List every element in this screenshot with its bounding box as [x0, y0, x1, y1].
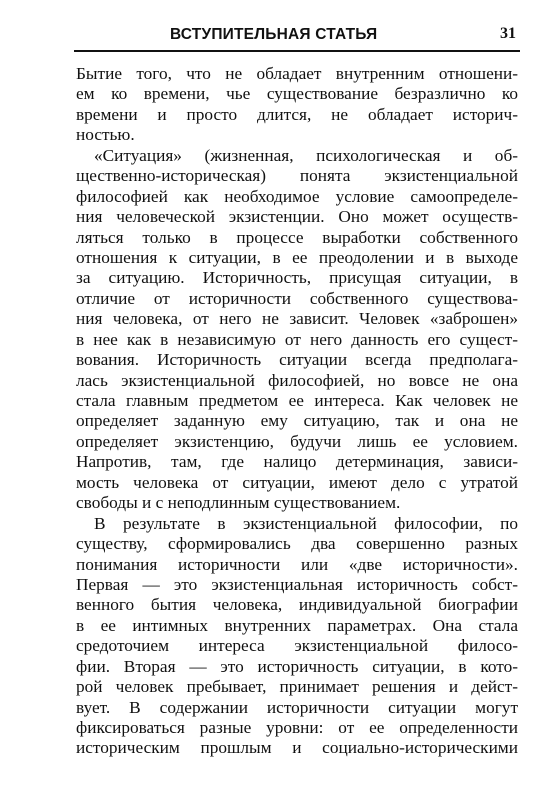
- text-line: времени и просто длится, не обладает историч-: [76, 104, 518, 124]
- text-line: фиксироваться разные уровни: от ее определенности: [76, 718, 518, 737]
- body-text: [76, 64, 518, 759]
- text-line: Первая — это экзистенциальная историчность собст-: [76, 574, 518, 594]
- text-line: ем ко времени, чье существование безразлично ко: [76, 84, 518, 104]
- text-line: щественно-историческая) понята экзистенциальной: [76, 166, 518, 186]
- text-line: рой человек пребывает, принимает решения и дейст-: [76, 677, 518, 697]
- text-line: ния человека, от него не зависит. Человек «заброшен»: [76, 309, 518, 329]
- text-line: свободы и с неподлинным существованием.: [76, 493, 401, 513]
- text-line: отличие от историчности собственного существова-: [76, 288, 518, 308]
- page-header: [76, 26, 516, 48]
- text-line: венного бытия человека, индивидуальной биографии: [76, 595, 518, 615]
- text-line: вует. В содержании историчности ситуации могут: [76, 697, 518, 717]
- text-line: стала главным предметом ее интереса. Как человек не: [76, 391, 518, 410]
- header-rule: [74, 50, 520, 52]
- text-line: ния человеческой экзистенции. Оно может осуществ-: [76, 207, 518, 227]
- text-line: отношения к ситуации, в ее преодолении и в выходе: [76, 247, 518, 267]
- text-line: историческим прошлым и социально-историческими: [76, 738, 518, 758]
- text-line: за ситуацию. Историчность, присущая ситуации, в: [76, 268, 518, 288]
- text-line: вования. Историчность ситуации всегда предполага-: [76, 350, 518, 370]
- text-line: определяет экзистенцию, будучи лишь ее условием.: [76, 431, 518, 451]
- text-line: существу, сформировались два совершенно разных: [76, 534, 518, 554]
- text-line: средоточием интереса экзистенциальной филосо-: [76, 636, 518, 656]
- text-line: фии. Вторая — это историчность ситуации, в кото-: [76, 656, 518, 676]
- text-line: «Ситуация» (жизненная, психологическая и об-: [94, 145, 518, 165]
- text-line: В результате в экзистенциальной философии, по: [94, 513, 518, 533]
- text-line: ностью.: [76, 125, 135, 145]
- text-line: в ее интимных внутренних параметрах. Она стала: [76, 615, 518, 635]
- text-line: мость человека от ситуации, имеют дело с утратой: [76, 472, 518, 492]
- text-line: в нее как в независимую от него данность его сущест-: [76, 329, 518, 349]
- text-line: философией как необходимое условие самоопределе-: [76, 186, 518, 206]
- text-line: лась экзистенциальной философией, но вовсе не она: [76, 370, 518, 390]
- text-line: определяет заданную ему ситуацию, так и она не: [76, 411, 518, 431]
- text-line: Бытие того, что не обладает внутренним отношени-: [76, 64, 518, 83]
- text-line: ляться только в процессе выработки собственного: [76, 227, 518, 247]
- running-title: ВСТУПИТЕЛЬНАЯ СТАТЬЯ: [170, 26, 378, 43]
- text-line: Напротив, там, где налицо детерминация, зависи-: [76, 452, 518, 472]
- text-line: понимания историчности или «две историчности».: [76, 554, 518, 574]
- page-number: 31: [500, 25, 516, 42]
